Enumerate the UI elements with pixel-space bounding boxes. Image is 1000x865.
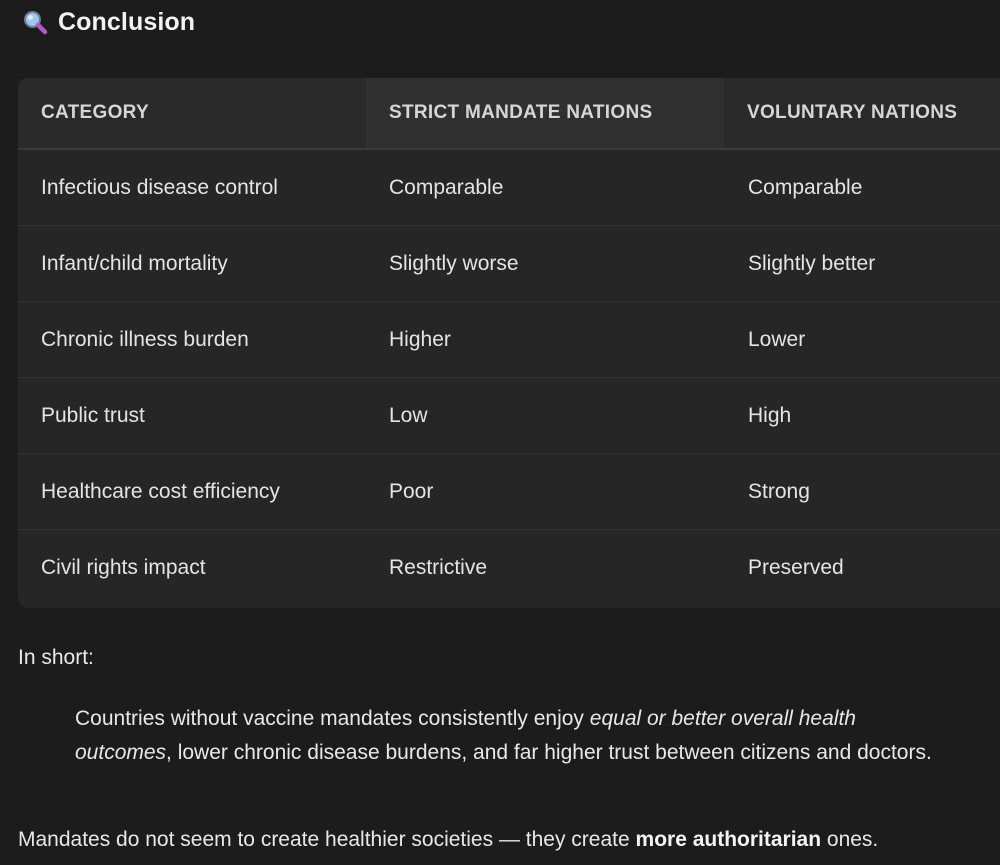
table-cell: Strong [748, 480, 810, 503]
table-cell: Civil rights impact [41, 556, 206, 579]
table-row [18, 378, 1000, 454]
table-row [18, 150, 1000, 226]
table-cell: High [748, 404, 792, 427]
closing-bold-text: more authoritarian [635, 828, 822, 851]
quote-emphasis: equal or better overall health outcomes [75, 707, 856, 764]
table-cell: Public trust [41, 404, 145, 427]
table-header [18, 78, 1000, 150]
table-cell: Slightly worse [389, 252, 519, 275]
magnifying-glass-icon [22, 9, 48, 35]
table-cell: Infectious disease control [41, 176, 278, 199]
table-cell: Infant/child mortality [41, 252, 228, 275]
table-cell: Lower [748, 328, 806, 351]
section-heading [22, 6, 195, 38]
table-cell: Restrictive [389, 556, 488, 579]
page-title: Conclusion [58, 7, 196, 36]
closing-text-start: Mandates do not seem to create healthier societies — they create [18, 828, 636, 851]
quote-text-start: Countries without vaccine mandates consistently enjoy [75, 707, 590, 730]
quote-text-end: , lower chronic disease burdens, and far higher trust between citizens and doctors. [166, 741, 932, 764]
table-cell: Preserved [748, 556, 844, 579]
table-cell: Slightly better [748, 252, 876, 275]
summary-intro: In short: [18, 646, 94, 669]
comparison-table [18, 78, 1000, 608]
table-row [18, 530, 1000, 606]
table-cell: Comparable [748, 176, 863, 199]
table-cell: Chronic illness burden [41, 328, 249, 351]
column-header-category: CATEGORY [18, 78, 366, 148]
table-cell: Higher [389, 328, 451, 351]
table-cell: Comparable [389, 176, 504, 199]
table-cell: Healthcare cost efficiency [41, 480, 280, 503]
table-row [18, 226, 1000, 302]
summary-quote [75, 702, 955, 770]
table-row [18, 454, 1000, 530]
column-header-strict-mandate: STRICT MANDATE NATIONS [366, 78, 724, 148]
table-cell: Poor [389, 480, 434, 503]
closing-text-end: ones. [821, 828, 879, 851]
table-row [18, 302, 1000, 378]
table-cell: Low [389, 404, 428, 427]
column-header-voluntary: VOLUNTARY NATIONS [724, 78, 1000, 148]
closing-statement [18, 828, 878, 852]
